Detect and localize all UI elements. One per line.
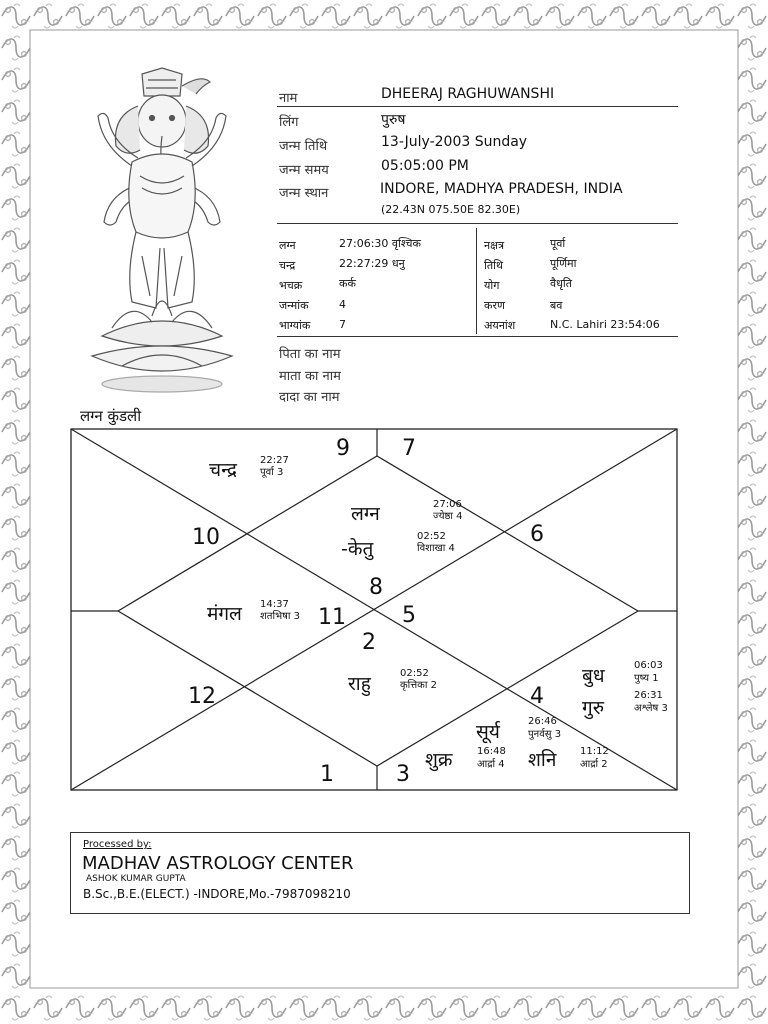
janmank-label: जन्मांक xyxy=(279,299,309,312)
planet-mangal-degree: 14:37 xyxy=(260,599,289,610)
house-number-7: 7 xyxy=(402,436,416,461)
father-name-label: पिता का नाम xyxy=(279,347,341,362)
planet-rahu: राहु xyxy=(348,673,371,695)
house-number-9: 9 xyxy=(336,436,350,461)
planet-shani: शनि xyxy=(528,749,557,771)
house-number-2: 2 xyxy=(362,630,376,655)
nakshatra-label: नक्षत्र xyxy=(484,239,505,252)
planet-mangal-nakshatra: शतभिषा 3 xyxy=(260,611,301,622)
qualification-contact: B.Sc.,B.E.(ELECT.) -INDORE,Mo.-7987098210 xyxy=(83,887,351,901)
planet-chandra-degree: 22:27 xyxy=(260,455,289,466)
lagna-value: 27:06:30 वृश्चिक xyxy=(339,237,421,250)
planet-surya-degree: 26:46 xyxy=(528,716,557,727)
tithi-value: पूर्णिमा xyxy=(550,257,577,270)
gender-value: पुरुष xyxy=(381,112,406,128)
bhagyank-value: 7 xyxy=(339,318,346,331)
tithi-label: तिथि xyxy=(484,259,503,272)
person-name: ASHOK KUMAR GUPTA xyxy=(86,874,186,884)
bhagyank-label: भाग्यांक xyxy=(279,319,311,332)
lagna-label: लग्न xyxy=(279,239,296,252)
mother-name-label: माता का नाम xyxy=(279,369,341,384)
planet-guru: गुरु xyxy=(582,697,605,719)
planet-chandra: चन्द्र xyxy=(209,459,238,481)
chandra-label: चन्द्र xyxy=(279,259,296,272)
planet-ketu-degree: 02:52 xyxy=(417,531,446,542)
yog-value: वैधृति xyxy=(550,277,572,290)
planet-surya: सूर्य xyxy=(476,721,500,743)
kundli-title: लग्न कुंडली xyxy=(80,407,142,425)
center-name: MADHAV ASTROLOGY CENTER xyxy=(82,853,354,874)
tob-value: 05:05:00 PM xyxy=(381,158,469,174)
divider xyxy=(277,223,678,224)
ganesha-illustration xyxy=(62,66,262,396)
karan-label: करण xyxy=(484,299,505,312)
planet-ketu-nakshatra: विशाखा 4 xyxy=(417,543,455,554)
planet-budh-degree: 06:03 xyxy=(634,660,663,671)
name-label: नाम xyxy=(279,91,298,106)
planet-surya-nakshatra: पुनर्वसु 3 xyxy=(528,729,562,740)
column-divider xyxy=(476,228,477,334)
yog-label: योग xyxy=(484,279,500,292)
house-number-4: 4 xyxy=(530,684,544,709)
planet-ketu: -केतु xyxy=(341,538,374,560)
house-number-1: 1 xyxy=(320,762,334,787)
planet-shukra-degree: 16:48 xyxy=(477,746,506,757)
house-number-11: 11 xyxy=(318,605,346,630)
planet-lagna: लग्न xyxy=(351,503,380,525)
tob-label: जन्म समय xyxy=(279,163,329,178)
name-value: DHEERAJ RAGHUWANSHI xyxy=(381,86,555,102)
pob-label: जन्म स्थान xyxy=(279,186,329,201)
planet-shani-degree: 11:12 xyxy=(580,746,609,757)
planet-chandra-nakshatra: पूर्वा 3 xyxy=(260,467,284,478)
coords-value: (22.43N 075.50E 82.30E) xyxy=(381,203,521,216)
bhachakra-label: भचक्र xyxy=(279,279,303,292)
dob-label: जन्म तिथि xyxy=(279,139,328,154)
karan-value: बव xyxy=(550,299,563,312)
pob-value: INDORE, MADHYA PRADESH, INDIA xyxy=(380,181,623,197)
planet-shani-nakshatra: आर्द्रा 2 xyxy=(580,759,608,770)
house-number-8: 8 xyxy=(369,575,383,600)
planet-rahu-degree: 02:52 xyxy=(400,668,429,679)
kundli-chart xyxy=(70,428,680,792)
planet-guru-nakshatra: अश्लेष 3 xyxy=(634,703,668,714)
planet-lagna-nakshatra: ज्येष्ठा 4 xyxy=(433,511,463,522)
divider xyxy=(277,336,678,337)
chandra-value: 22:27:29 धनु xyxy=(339,257,405,270)
bhachakra-value: कर्क xyxy=(339,277,356,290)
janmank-value: 4 xyxy=(339,298,346,311)
ayanansh-value: N.C. Lahiri 23:54:06 xyxy=(550,318,660,331)
nakshatra-value: पूर्वा xyxy=(550,237,566,250)
planet-lagna-degree: 27:06 xyxy=(433,499,462,510)
planet-guru-degree: 26:31 xyxy=(634,690,663,701)
planet-budh-nakshatra: पुष्य 1 xyxy=(634,673,659,684)
planet-shukra: शुक्र xyxy=(425,749,453,771)
dob-value: 13-July-2003 Sunday xyxy=(381,134,528,150)
planet-shukra-nakshatra: आर्द्रा 4 xyxy=(477,759,505,770)
house-number-6: 6 xyxy=(530,522,544,547)
planet-mangal: मंगल xyxy=(207,603,242,625)
processed-by-label: Processed by: xyxy=(83,839,152,850)
house-number-3: 3 xyxy=(396,762,410,787)
divider xyxy=(277,106,678,107)
house-number-5: 5 xyxy=(402,603,416,628)
house-number-10: 10 xyxy=(192,525,220,550)
grandfather-name-label: दादा का नाम xyxy=(279,390,340,405)
ayanansh-label: अयनांश xyxy=(484,319,516,332)
gender-label: लिंग xyxy=(279,115,299,130)
house-number-12: 12 xyxy=(188,684,216,709)
planet-rahu-nakshatra: कृत्तिका 2 xyxy=(400,680,437,691)
planet-budh: बुध xyxy=(582,665,605,687)
